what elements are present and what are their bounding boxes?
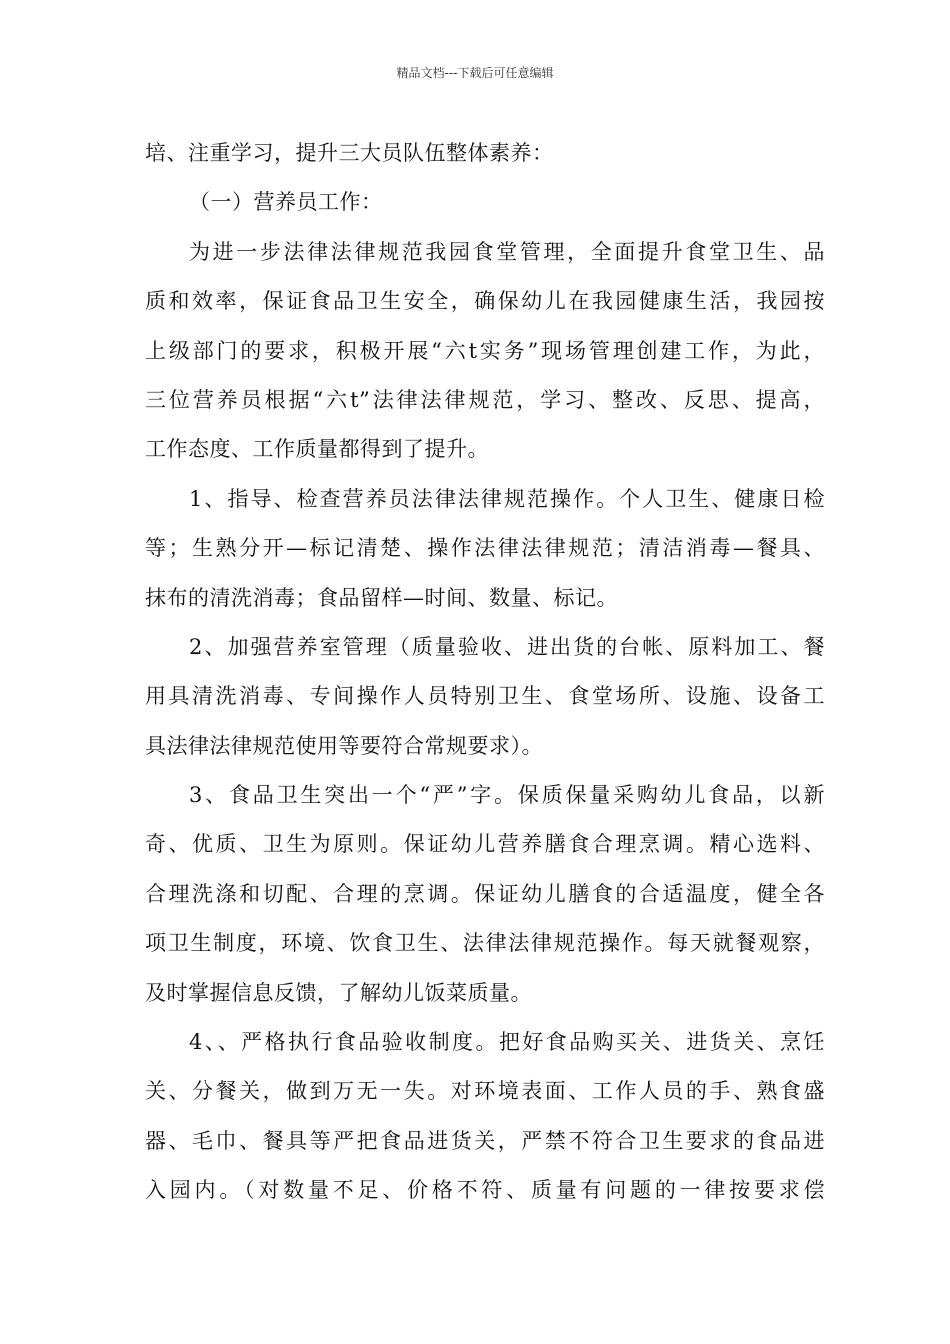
document-body	[145, 129, 825, 1216]
text-line: 工作态度、工作质量都得到了提升。	[145, 437, 489, 462]
text-line: 入园内。（对数量不足、价格不符、质量有问题的一律按要求偿	[145, 1178, 825, 1203]
text-line: 1、指导、检查营养员法律法律规范操作。个人卫生、健康日检	[189, 486, 825, 511]
text-line: 为进一步法律法律规范我园食堂管理，全面提升食堂卫生、品	[189, 239, 825, 264]
text-line: 具法律法律规范使用等要符合常规要求）。	[145, 733, 543, 758]
text-line: 项卫生制度，环境、饮食卫生、法律法律规范操作。每天就餐观察，	[145, 931, 825, 956]
text-line: 器、毛巾、餐具等严把食品进货关，严禁不符合卫生要求的食品进	[145, 1128, 825, 1153]
text-line: 2、加强营养室管理（质量验收、进出货的台帐、原料加工、餐	[189, 634, 825, 659]
text-line: 奇、优质、卫生为原则。保证幼儿营养膳食合理烹调。精心选料、	[145, 832, 825, 857]
text-line: 抹布的清洗消毒；食品留样—时间、数量、标记。	[145, 585, 618, 610]
text-line: 质和效率，保证食品卫生安全，确保幼儿在我园健康生活，我园按	[145, 289, 825, 314]
text-line: 合理洗涤和切配、合理的烹调。保证幼儿膳食的合适温度，健全各	[145, 881, 825, 906]
text-line: 等；生熟分开—标记清楚、操作法律法律规范；清洁消毒—餐具、	[145, 536, 825, 561]
text-line: 4、、严格执行食品验收制度。把好食品购买关、进货关、烹饪	[189, 1030, 825, 1055]
text-line: 培、注重学习，提升三大员队伍整体素养：	[145, 141, 554, 165]
text-line: 3、食品卫生突出一个“严”字。保质保量采购幼儿食品，以新	[189, 783, 825, 808]
text-line: 用具清洗消毒、专间操作人员特别卫生、食堂场所、设施、设备工	[145, 684, 825, 709]
text-line: 上级部门的要求，积极开展“六t实务”现场管理创建工作，为此，	[145, 338, 825, 363]
text-line: 三位营养员根据“六t”法律法律规范，学习、整改、反思、提高，	[145, 387, 825, 412]
section-heading: （一）营养员工作：	[189, 190, 383, 215]
text-line: 关、分餐关，做到万无一失。对环境表面、工作人员的手、熟食盛	[145, 1079, 825, 1104]
text-line: 及时掌握信息反馈，了解幼儿饭菜质量。	[145, 980, 532, 1005]
page-header: 精品文档---下载后可任意编辑	[396, 66, 554, 80]
